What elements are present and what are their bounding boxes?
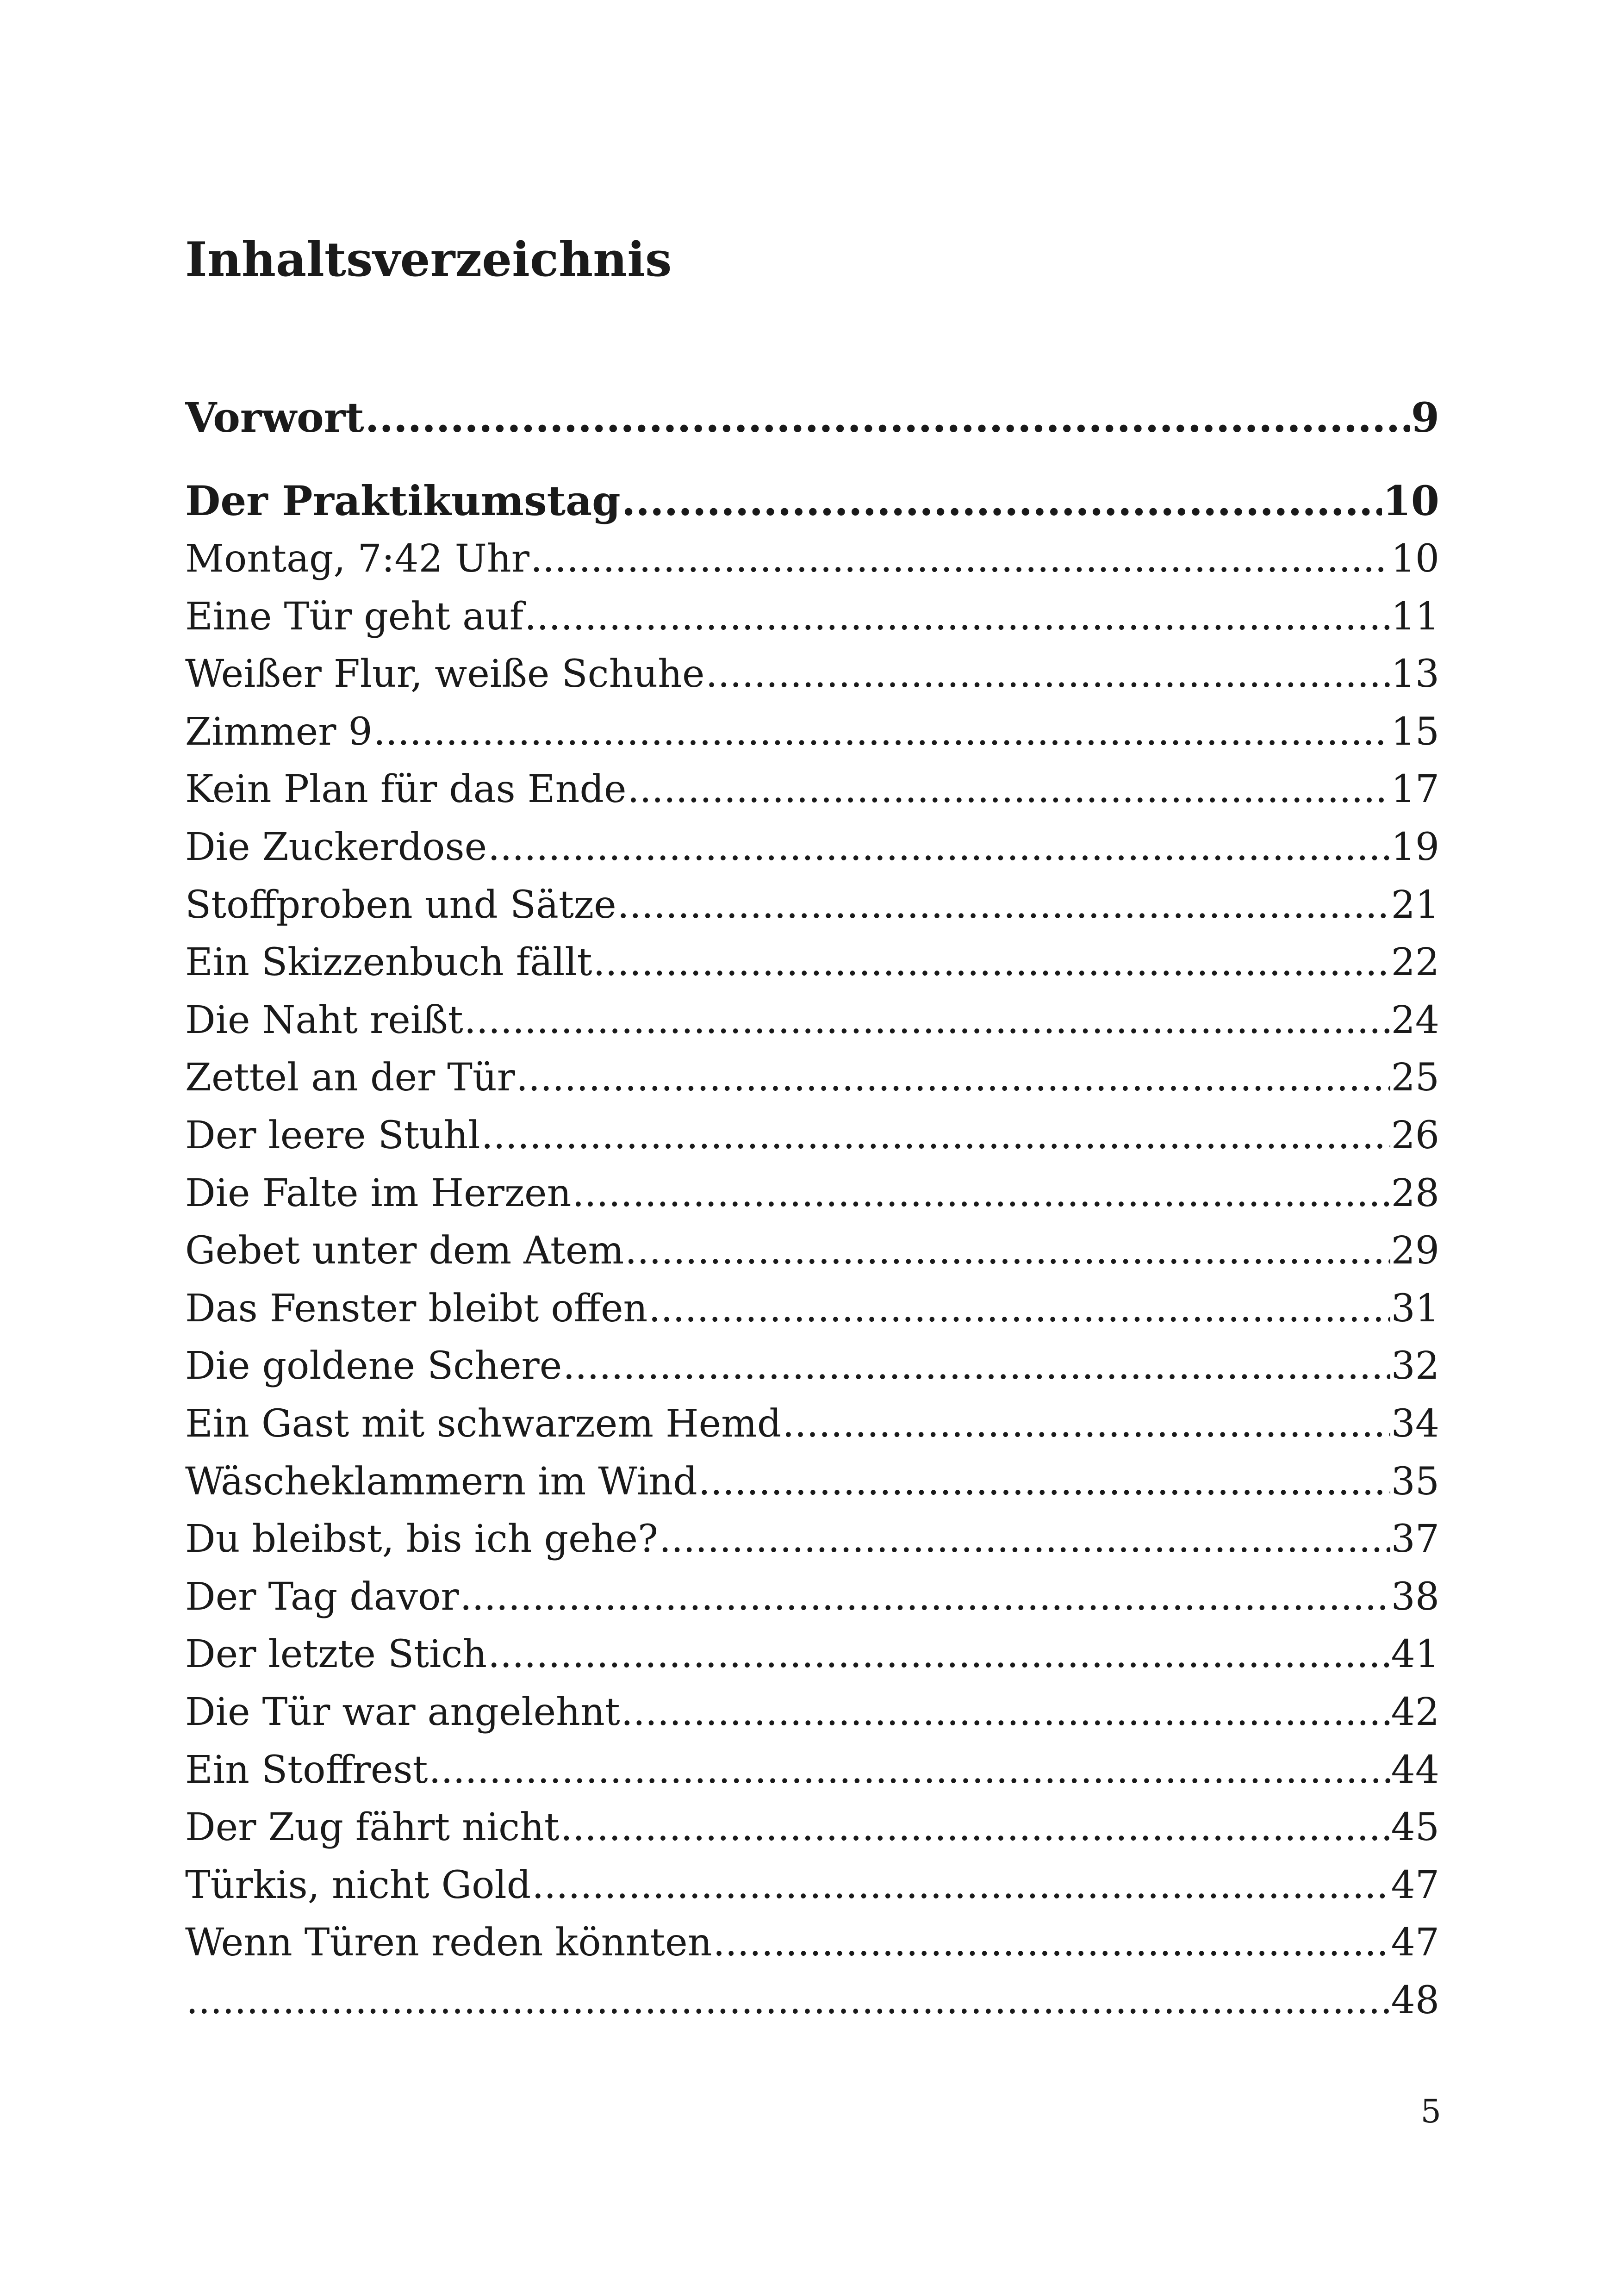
toc-entry-title: Du bleibst, bis ich gehe? bbox=[185, 1517, 658, 1562]
toc-entry-title: Der Zug fährt nicht bbox=[185, 1805, 560, 1850]
toc-dot-leader bbox=[429, 1748, 1390, 1792]
toc-section-entry bbox=[185, 1460, 1439, 1504]
toc-section-entry bbox=[185, 998, 1439, 1042]
toc-section-entry bbox=[185, 1517, 1439, 1561]
toc-dot-leader bbox=[481, 1114, 1390, 1157]
toc-entry-title: Die goldene Schere bbox=[185, 1344, 562, 1388]
toc-entry-title: Die Tür war angelehnt bbox=[185, 1690, 620, 1734]
toc-section-entry bbox=[185, 1114, 1439, 1157]
toc-dot-leader bbox=[782, 1402, 1390, 1446]
toc-entry-page-number: 24 bbox=[1391, 998, 1439, 1042]
toc-entry-page-number: 19 bbox=[1391, 825, 1439, 869]
toc-section-entry bbox=[185, 1056, 1439, 1100]
toc-entry-page-number: 13 bbox=[1391, 652, 1439, 697]
toc-entry-page-number: 28 bbox=[1391, 1171, 1439, 1215]
toc-entry-page-number: 37 bbox=[1391, 1517, 1439, 1562]
toc-entry-title: Kein Plan für das Ende bbox=[185, 767, 627, 812]
toc-entry-title: Eine Tür geht auf bbox=[185, 594, 524, 639]
toc-dot-leader bbox=[464, 998, 1390, 1042]
toc-entry-title: Ein Gast mit schwarzem Hemd bbox=[185, 1402, 782, 1446]
toc-section-entry bbox=[185, 1805, 1439, 1849]
toc-section-entry bbox=[185, 652, 1439, 696]
toc-section-entry bbox=[185, 883, 1439, 927]
toc-dot-leader bbox=[593, 940, 1390, 984]
page-title: Inhaltsverzeichnis bbox=[185, 232, 672, 287]
toc-section-entry bbox=[185, 1921, 1439, 1965]
toc-entry-page-number: 47 bbox=[1391, 1921, 1439, 1965]
toc-section-entry bbox=[185, 1979, 1439, 2022]
toc-entry-title: Die Falte im Herzen bbox=[185, 1171, 572, 1215]
toc-chapter-entry bbox=[185, 477, 1439, 525]
toc-dot-leader bbox=[625, 1229, 1390, 1273]
toc-section-entry bbox=[185, 767, 1439, 811]
toc-section-entry bbox=[185, 825, 1439, 869]
toc-chapter-entry bbox=[185, 393, 1439, 442]
toc-entry-title: Wenn Türen reden könnten bbox=[185, 1921, 712, 1965]
toc-entry-title: Das Fenster bleibt offen bbox=[185, 1286, 648, 1331]
toc-dot-leader bbox=[713, 1921, 1390, 1965]
toc-section-entry bbox=[185, 1171, 1439, 1215]
toc-entry-page-number: 47 bbox=[1391, 1863, 1439, 1907]
toc-entry-title: Gebet unter dem Atem bbox=[185, 1229, 624, 1273]
toc-entry-page-number: 45 bbox=[1391, 1805, 1439, 1850]
toc-entry-page-number: 31 bbox=[1391, 1286, 1439, 1331]
toc-dot-leader bbox=[628, 767, 1390, 811]
toc-dot-leader bbox=[365, 393, 1410, 442]
toc-dot-leader bbox=[621, 1690, 1390, 1734]
toc-entry-title: Montag, 7:42 Uhr bbox=[185, 537, 529, 581]
toc-dot-leader bbox=[563, 1344, 1390, 1388]
page-number: 5 bbox=[1420, 2092, 1441, 2130]
toc-entry-title: Der Tag davor bbox=[185, 1574, 459, 1619]
toc-entry-title: Türkis, nicht Gold bbox=[185, 1863, 531, 1907]
toc-entry-page-number: 26 bbox=[1391, 1114, 1439, 1157]
toc-dot-leader bbox=[617, 883, 1390, 927]
toc-entry-page-number: 41 bbox=[1391, 1632, 1439, 1677]
toc-entry-page-number: 17 bbox=[1391, 767, 1439, 812]
toc-dot-leader bbox=[530, 537, 1390, 581]
toc-entry-page-number: 34 bbox=[1391, 1402, 1439, 1446]
toc-entry-page-number: 29 bbox=[1391, 1229, 1439, 1273]
toc-entry-title: Ein Stoffrest bbox=[185, 1748, 428, 1792]
toc-section-entry bbox=[185, 1863, 1439, 1907]
toc-dot-leader bbox=[560, 1805, 1390, 1849]
toc-entry-title: Der Praktikumstag bbox=[185, 477, 621, 525]
toc-entry-title: Ein Skizzenbuch fällt bbox=[185, 940, 592, 985]
toc-entry-page-number: 15 bbox=[1391, 709, 1439, 754]
toc-section-entry bbox=[185, 710, 1439, 754]
toc-entry-title: Wäscheklammern im Wind bbox=[185, 1459, 697, 1504]
toc-dot-leader bbox=[524, 595, 1390, 639]
toc-dot-leader bbox=[516, 1056, 1390, 1100]
toc-entry-page-number: 38 bbox=[1391, 1574, 1439, 1619]
toc-entry-page-number: 9 bbox=[1411, 393, 1439, 442]
toc-section-entry bbox=[185, 1690, 1439, 1734]
toc-entry-page-number: 48 bbox=[1391, 1979, 1439, 2022]
toc-entry-title: Zimmer 9 bbox=[185, 709, 373, 754]
toc-entry-page-number: 35 bbox=[1391, 1459, 1439, 1504]
toc-entry-page-number: 10 bbox=[1382, 477, 1439, 525]
toc-entry-title: Die Zuckerdose bbox=[185, 825, 487, 869]
toc-dot-leader bbox=[460, 1575, 1390, 1619]
toc-entry-title: Zettel an der Tür bbox=[185, 1056, 515, 1100]
toc-section-entry bbox=[185, 1575, 1439, 1619]
toc-dot-leader bbox=[186, 1979, 1390, 2022]
toc-dot-leader bbox=[532, 1863, 1390, 1907]
toc-dot-leader bbox=[488, 825, 1390, 869]
toc-dot-leader bbox=[373, 710, 1390, 754]
toc-entry-title: Der leere Stuhl bbox=[185, 1114, 480, 1157]
toc-entry-title: Stoffproben und Sätze bbox=[185, 883, 616, 927]
toc-dot-leader bbox=[659, 1517, 1390, 1561]
toc-entry-title: Die Naht reißt bbox=[185, 998, 463, 1042]
toc-entry-page-number: 32 bbox=[1391, 1344, 1439, 1388]
toc-section-entry bbox=[185, 1632, 1439, 1676]
toc-dot-leader bbox=[572, 1171, 1390, 1215]
toc-entry-title: Weißer Flur, weiße Schuhe bbox=[185, 652, 705, 697]
toc-section-entry bbox=[185, 595, 1439, 639]
toc-section-entry bbox=[185, 1229, 1439, 1273]
toc-entry-page-number: 11 bbox=[1391, 594, 1439, 639]
toc-dot-leader bbox=[622, 477, 1382, 525]
toc-entry-page-number: 25 bbox=[1391, 1056, 1439, 1100]
toc-dot-leader bbox=[698, 1460, 1390, 1504]
toc-section-entry bbox=[185, 537, 1439, 581]
toc-entry-page-number: 44 bbox=[1391, 1748, 1439, 1792]
toc-section-entry bbox=[185, 1344, 1439, 1388]
toc-dot-leader bbox=[648, 1287, 1390, 1331]
toc-entry-page-number: 21 bbox=[1391, 883, 1439, 927]
toc-entry-page-number: 10 bbox=[1391, 537, 1439, 581]
toc-section-entry bbox=[185, 1748, 1439, 1792]
toc-dot-leader bbox=[706, 652, 1390, 696]
toc-entry-title: Vorwort bbox=[185, 393, 364, 442]
toc-entry-page-number: 22 bbox=[1391, 940, 1439, 985]
toc-section-entry bbox=[185, 940, 1439, 984]
toc-section-entry bbox=[185, 1402, 1439, 1446]
toc-entry-page-number: 42 bbox=[1391, 1690, 1439, 1734]
toc-entry-title: Der letzte Stich bbox=[185, 1632, 487, 1677]
toc-dot-leader bbox=[488, 1632, 1390, 1676]
toc-section-entry bbox=[185, 1287, 1439, 1331]
